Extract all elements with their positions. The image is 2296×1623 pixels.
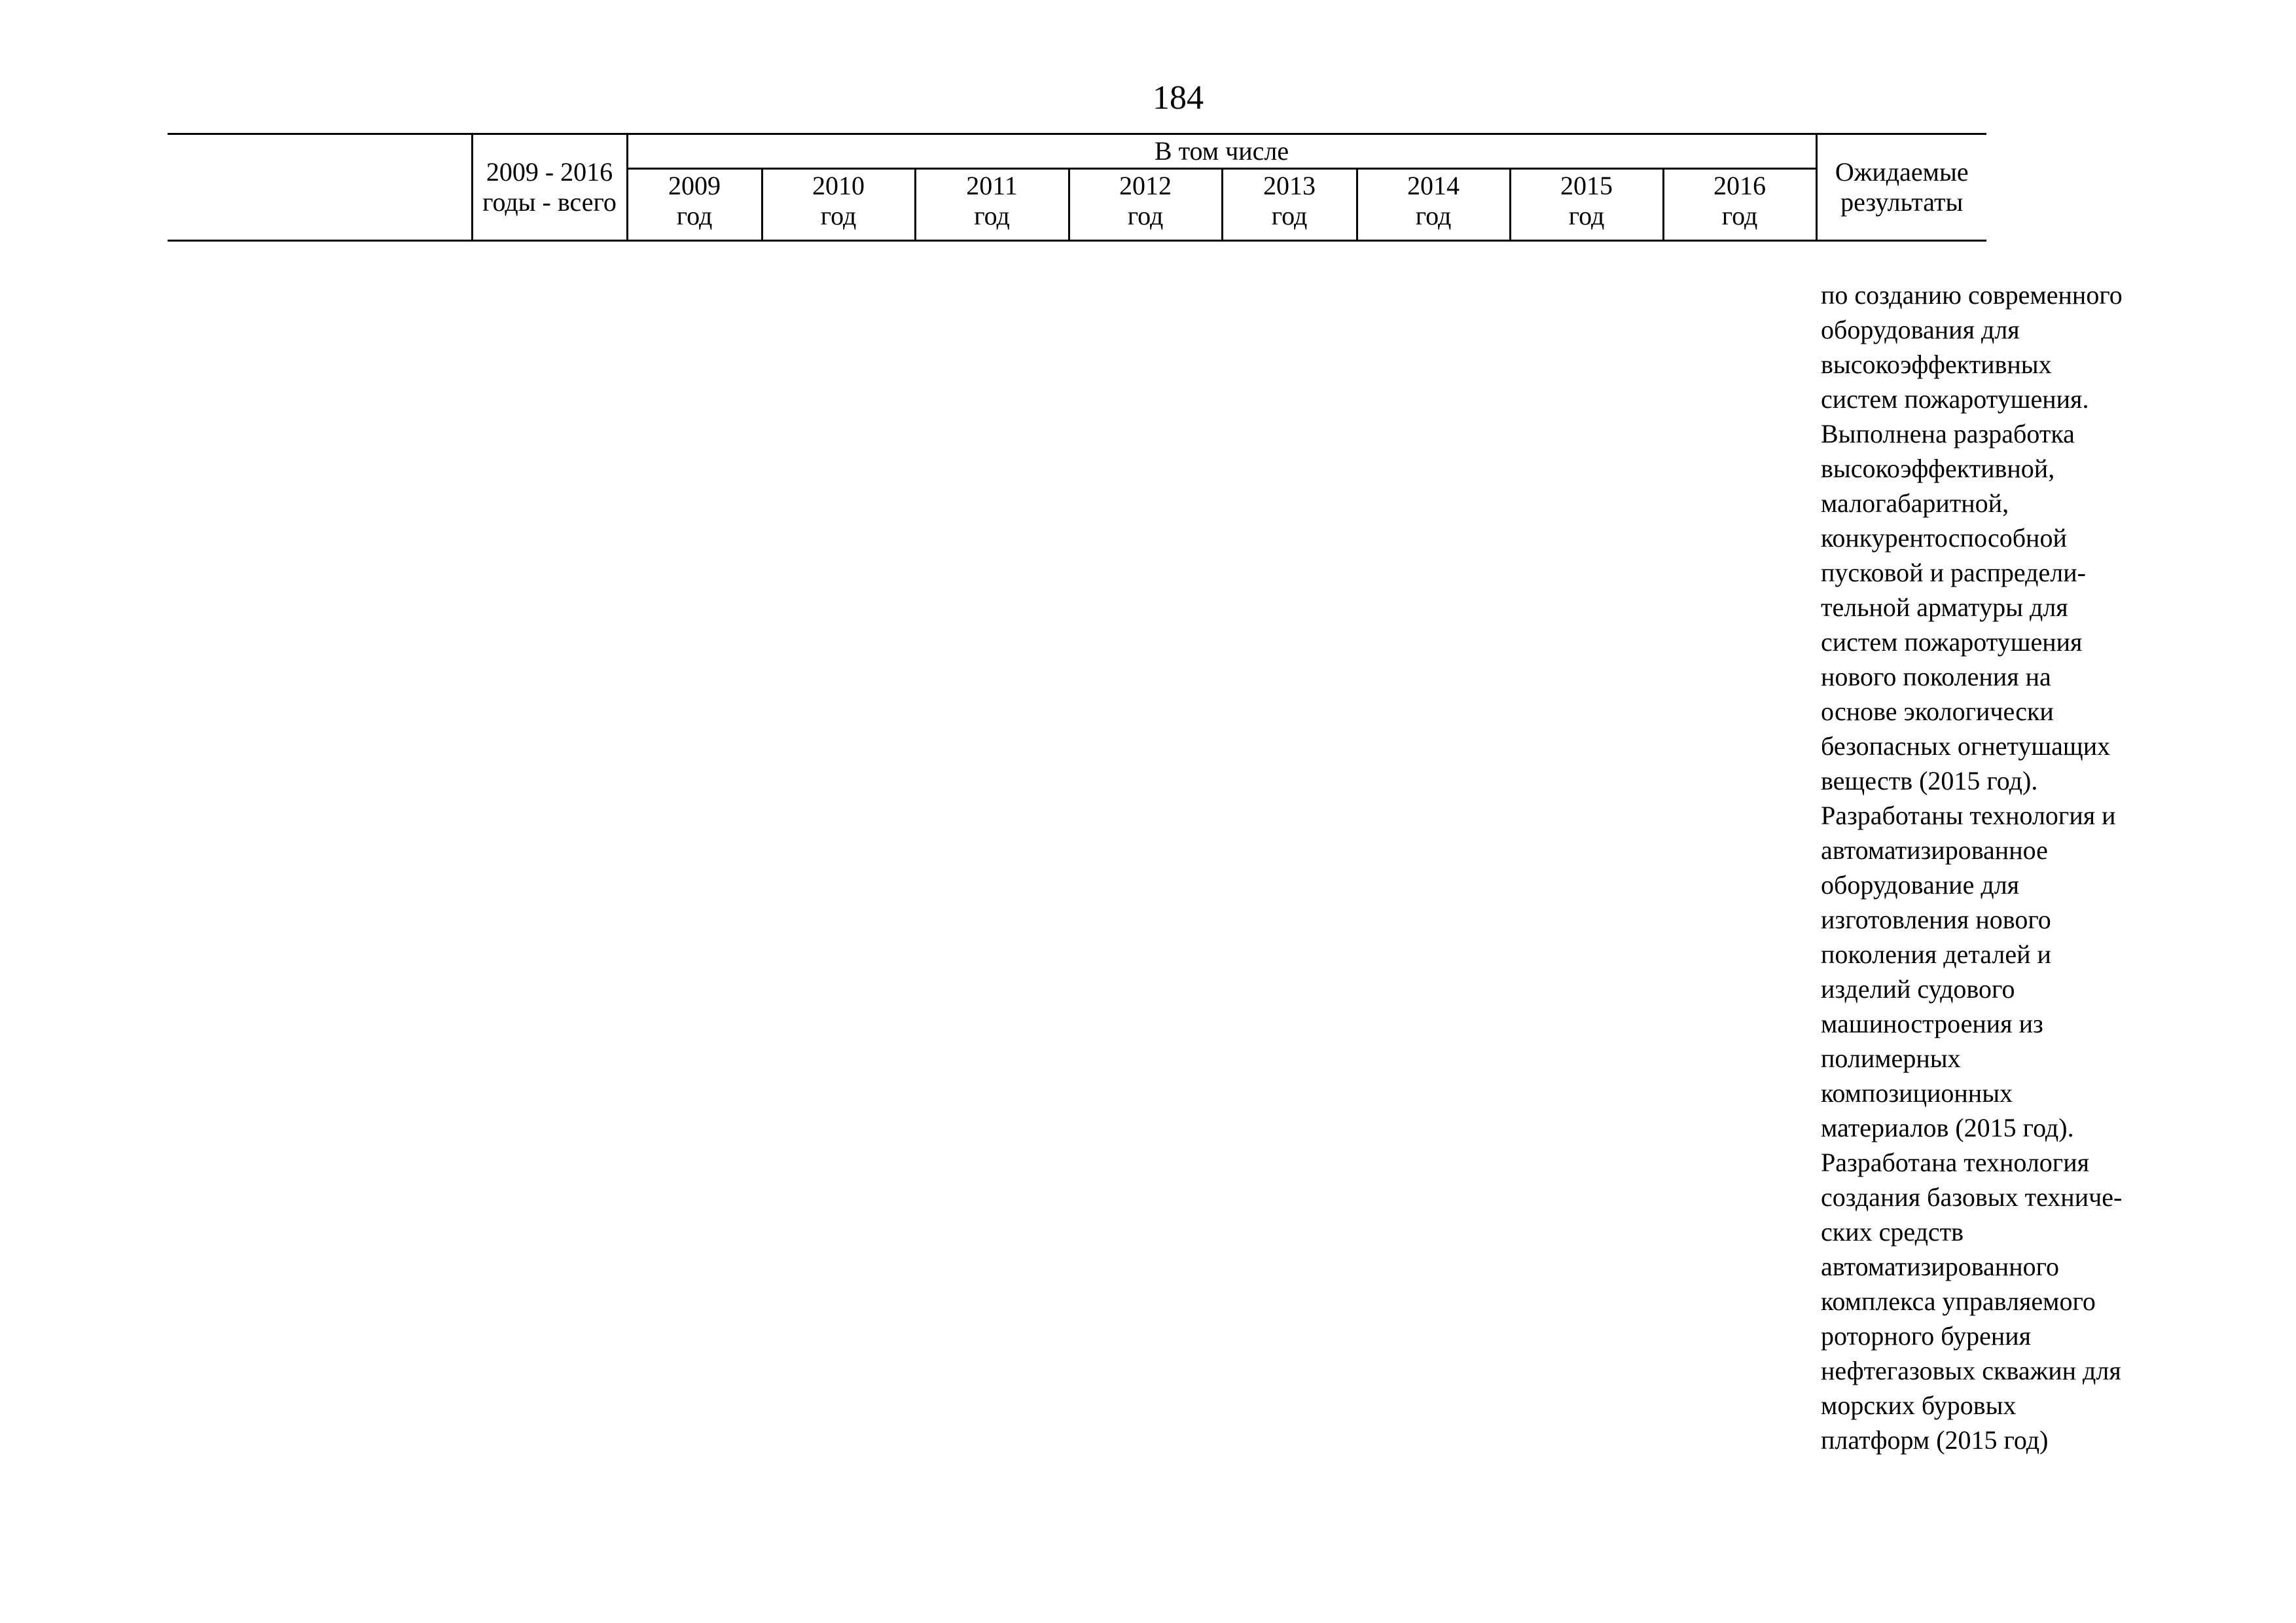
header-total-line1: 2009 - 2016: [486, 157, 613, 187]
year-unit: год: [974, 201, 1010, 230]
table-header: [168, 133, 1986, 242]
expected-results-text: [1821, 278, 2187, 1457]
results-line: полимерных: [1821, 1044, 1961, 1073]
header-including: В том числе: [627, 134, 1816, 169]
results-line: пусковой и распредели-: [1821, 558, 2086, 587]
year-unit: год: [676, 201, 713, 230]
results-line: поколения деталей и: [1821, 939, 2051, 969]
results-line: автоматизированное: [1821, 835, 2048, 865]
year-label: 2011: [966, 171, 1018, 200]
year-label: 2016: [1713, 171, 1766, 200]
results-line: систем пожаротушения.: [1821, 384, 2089, 414]
results-line: высокоэффективных: [1821, 350, 2052, 379]
header-first-column: [168, 134, 472, 241]
header-year-2016: [1663, 169, 1816, 241]
results-line: изготовления нового: [1821, 905, 2051, 934]
header-results: Ожидаемые результаты: [1816, 134, 1986, 241]
results-line: высокоэффективной,: [1821, 454, 2055, 483]
header-total-line2: годы - всего: [482, 187, 617, 217]
year-label: 2009: [668, 171, 721, 200]
results-line: создания базовых техниче-: [1821, 1182, 2123, 1212]
year-unit: год: [1721, 201, 1758, 230]
results-line: изделий судового: [1821, 974, 2015, 1004]
results-line: веществ (2015 год).: [1821, 766, 2038, 795]
results-line: по созданию современного: [1821, 280, 2123, 310]
year-label: 2014: [1407, 171, 1460, 200]
year-label: 2010: [812, 171, 865, 200]
results-line: Разработана технология: [1821, 1148, 2090, 1177]
results-line: материалов (2015 год).: [1821, 1113, 2074, 1142]
header-year-2015: [1510, 169, 1663, 241]
results-line: оборудования для: [1821, 315, 2020, 344]
header-year-2011: [915, 169, 1069, 241]
results-line: Разработаны технология и: [1821, 801, 2116, 830]
results-line: систем пожаротушения: [1821, 627, 2083, 657]
results-line: морских буровых: [1821, 1391, 2017, 1420]
results-line: комплекса управляемого: [1821, 1286, 2096, 1316]
results-line: основе экологически: [1821, 697, 2054, 726]
year-unit: год: [1127, 201, 1164, 230]
results-line: нефтегазовых скважин для: [1821, 1356, 2121, 1385]
header-total-column: [472, 134, 627, 241]
header-year-2010: [762, 169, 915, 241]
year-unit: год: [1271, 201, 1308, 230]
header-year-2014: [1357, 169, 1510, 241]
results-line: тельной арматуры для: [1821, 593, 2068, 622]
header-year-2012: [1069, 169, 1222, 241]
page-number: 184: [1153, 79, 1204, 117]
year-label: 2015: [1560, 171, 1613, 200]
results-line: безопасных огнетушащих: [1821, 731, 2111, 761]
results-line: платформ (2015 год): [1821, 1425, 2049, 1455]
results-line: малогабаритной,: [1821, 488, 2009, 518]
year-label: 2013: [1263, 171, 1316, 200]
results-line: Выполнена разработка: [1821, 419, 2075, 448]
year-unit: год: [820, 201, 857, 230]
results-line: композиционных: [1821, 1078, 2013, 1108]
results-line: оборудование для: [1821, 870, 2020, 900]
results-line: конкурентоспособной: [1821, 523, 2067, 553]
results-line: машиностроения из: [1821, 1009, 2043, 1038]
results-line: ских средств: [1821, 1217, 1964, 1247]
year-label: 2012: [1119, 171, 1172, 200]
header-year-2009: [627, 169, 762, 241]
year-unit: год: [1568, 201, 1605, 230]
results-line: автоматизированного: [1821, 1252, 2060, 1281]
year-unit: год: [1415, 201, 1452, 230]
header-year-2013: [1222, 169, 1357, 241]
results-line: нового поколения на: [1821, 662, 2051, 691]
results-line: роторного бурения: [1821, 1321, 2032, 1351]
